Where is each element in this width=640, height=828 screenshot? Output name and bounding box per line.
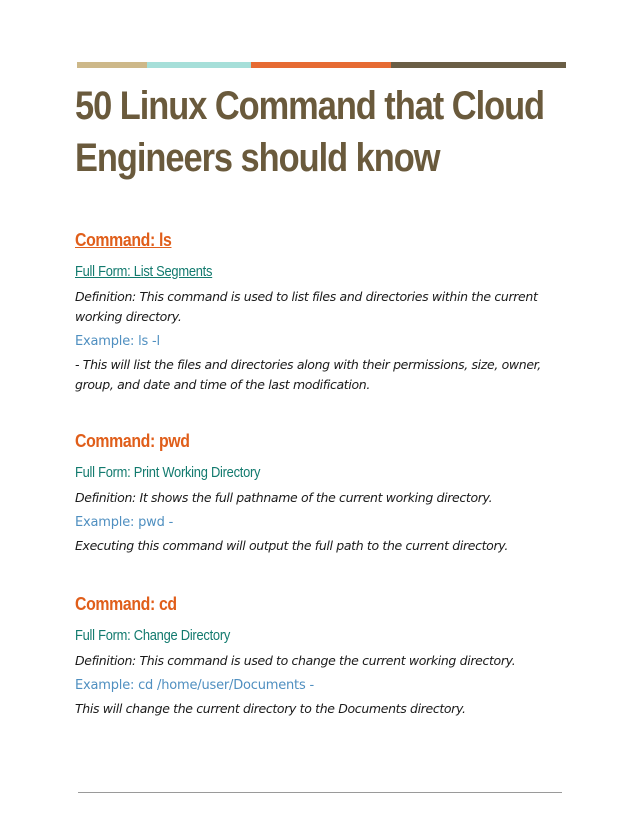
command-heading: Command: pwd bbox=[75, 431, 190, 451]
color-bar-segment-brown bbox=[391, 62, 566, 68]
title-line-2: Engineers should know bbox=[75, 136, 440, 180]
color-bar-segment-orange bbox=[251, 62, 391, 68]
command-section-cd bbox=[75, 593, 565, 719]
example-description: Executing this command will output the full path to the current directory. bbox=[75, 538, 508, 553]
title-line-1: 50 Linux Command that Cloud bbox=[75, 84, 545, 128]
definition-text: Definition: This command is used to change the current working directory. bbox=[75, 653, 516, 668]
command-heading: Command: cd bbox=[75, 594, 177, 614]
definition-text: Definition: This command is used to list files and directories within the current working directory. bbox=[75, 289, 538, 324]
command-section-ls bbox=[75, 229, 565, 395]
example-description: - This will list the files and directories along with their permissions, size, owner, group, and date and time of the last modification. bbox=[75, 357, 541, 392]
document-title bbox=[75, 80, 545, 184]
example-description: This will change the current directory to the Documents directory. bbox=[75, 701, 466, 716]
command-section-pwd bbox=[75, 430, 565, 556]
full-form: Full Form: Change Directory bbox=[75, 627, 231, 644]
color-bar-segment-aqua bbox=[147, 62, 251, 68]
color-bar-segment-tan bbox=[77, 62, 147, 68]
decorative-color-bar bbox=[77, 62, 566, 68]
footer-divider bbox=[78, 792, 562, 793]
command-heading: Command: ls bbox=[75, 230, 172, 250]
example-text: Example: ls -l bbox=[75, 334, 160, 349]
definition-text: Definition: It shows the full pathname of the current working directory. bbox=[75, 490, 493, 505]
full-form: Full Form: List Segments bbox=[75, 263, 213, 280]
example-text: Example: cd /home/user/Documents - bbox=[75, 678, 314, 693]
example-text: Example: pwd - bbox=[75, 515, 174, 530]
full-form: Full Form: Print Working Directory bbox=[75, 464, 261, 481]
